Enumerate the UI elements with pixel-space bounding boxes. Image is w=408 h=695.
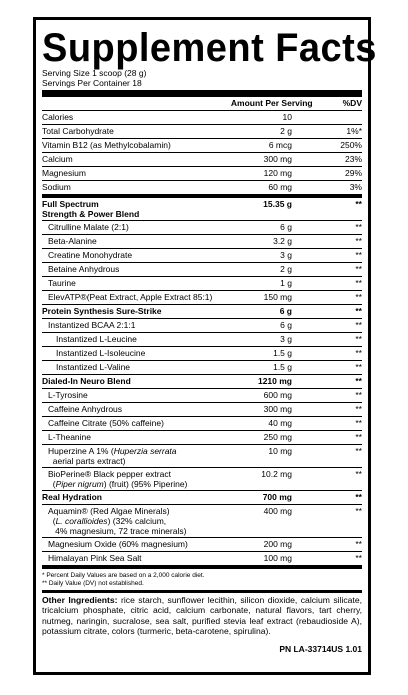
blend-neuro xyxy=(42,375,362,389)
ingredient-amount: 600 mg xyxy=(263,390,292,400)
panel-title: Supplement Facts xyxy=(42,26,377,70)
ingredient-amount: 1 g xyxy=(280,278,292,288)
ingredient-row xyxy=(42,361,362,375)
blend2-ingredients xyxy=(42,319,362,375)
servings-per-container: Servings Per Container 18 xyxy=(42,78,142,88)
ingredient-dv: 3% xyxy=(349,182,362,192)
blend-name-line2: Strength & Power Blend xyxy=(42,209,140,219)
ingredient-name: Betaine Anhydrous xyxy=(48,264,120,274)
blend-strength-power xyxy=(42,198,362,221)
ingredient-name: Magnesium Oxide (60% magnesium) xyxy=(48,539,188,549)
ingredient-amount: 120 mg xyxy=(263,168,292,178)
ingredient-row xyxy=(42,125,362,139)
ingredient-row xyxy=(42,263,362,277)
ingredient-name: Total Carbohydrate xyxy=(42,126,114,136)
ingredient-row xyxy=(42,139,362,153)
ingredient-amount: 60 mg xyxy=(268,182,292,192)
ingredient-row xyxy=(42,167,362,181)
ingredient-name: Citrulline Malate (2:1) xyxy=(48,222,129,232)
blend-hydration xyxy=(42,491,362,505)
blend-amount: 700 mg xyxy=(262,492,292,502)
blend-dv: ** xyxy=(355,492,362,502)
serving-size: Serving Size 1 scoop (28 g) xyxy=(42,68,147,78)
ingredient-dv: ** xyxy=(355,553,362,563)
ingredient-dv: ** xyxy=(355,348,362,358)
ingredient-amount: 300 mg xyxy=(263,404,292,414)
ingredient-huperzine: Huperzine A 1% (Huperzia serrata aerial parts extract) 10 mg ** xyxy=(42,445,362,468)
ingredient-name: Instantized L-Valine xyxy=(56,362,131,372)
ingredient-dv: 250% xyxy=(340,140,362,150)
ingredient-dv: ** xyxy=(355,390,362,400)
ingredient-name: Creatine Monohydrate xyxy=(48,250,133,260)
part-number: PN LA-33714US 1.01 xyxy=(279,644,362,655)
blend1-ingredients xyxy=(42,221,362,305)
ingredient-dv: ** xyxy=(355,292,362,302)
ingredient-name: Sodium xyxy=(42,182,71,192)
ingredient-row xyxy=(42,221,362,235)
ingredient-name: Vitamin B12 (as Methylcobalamin) xyxy=(42,140,171,150)
ingredient-row xyxy=(42,181,362,195)
ingredient-row xyxy=(42,347,362,361)
ingredient-dv: ** xyxy=(355,264,362,274)
ingredient-dv: ** xyxy=(355,404,362,414)
ingredient-bioperine: BioPerine® Black pepper extract (Piper nigrum) (fruit) (95% Piperine) 10.2 mg ** xyxy=(42,468,362,491)
blend4-ingredients xyxy=(42,538,362,566)
ingredient-amount: 300 mg xyxy=(263,154,292,164)
blend-dv: ** xyxy=(355,199,362,209)
ingredient-dv: ** xyxy=(355,418,362,428)
ingredient-name: Instantized L-Leucine xyxy=(56,334,137,344)
ingredient-aquamin: Aquamin® (Red Algae Minerals) (L. corallioides) (32% calcium, 4% magnesium, 72 trace minerals) 400 mg ** xyxy=(42,505,362,538)
footnote-not-established: ** Daily Value (DV) not established. xyxy=(42,580,144,587)
footnotes xyxy=(42,569,362,590)
blend-name: Real Hydration xyxy=(42,492,102,502)
ingredient-row xyxy=(42,389,362,403)
ingredient-amount: 250 mg xyxy=(263,432,292,442)
ingredient-name: ElevATP®(Peat Extract, Apple Extract 85:1) xyxy=(48,292,213,302)
ingredient-amount: 2 g xyxy=(280,126,292,136)
ingredient-row xyxy=(42,249,362,263)
dv-header: %DV xyxy=(342,98,362,108)
ingredient-dv: ** xyxy=(355,432,362,442)
ingredient-row xyxy=(42,417,362,431)
ingredient-name: Caffeine Anhydrous xyxy=(48,404,123,414)
blend-name: Dialed-In Neuro Blend xyxy=(42,376,131,386)
ingredient-row xyxy=(42,319,362,333)
ingredient-name: L-Tyrosine xyxy=(48,390,88,400)
ingredient-name: Instantized L-Isoleucine xyxy=(56,348,146,358)
ingredient-amount: 3 g xyxy=(280,334,292,344)
blend-dv: ** xyxy=(355,376,362,386)
ingredient-amount: 1.5 g xyxy=(273,362,292,372)
supplement-facts-panel xyxy=(33,17,377,675)
basic-nutrients xyxy=(42,111,362,195)
other-ingredients-text: rice starch, sunflower lecithin, silicon dioxide, calcium silicate, tricalcium phosphate, citric acid, calcium carbonate, natural flavors, tart cherry, nutmeg, naringin, sucralose, sea salt, purified stevia leaf extract (rebaudioside A), potassium citrate, colors (turmeric, beta-carotene, spirulina). xyxy=(42,595,362,636)
column-header xyxy=(42,97,362,111)
ingredient-row xyxy=(42,277,362,291)
ingredient-dv: ** xyxy=(355,539,362,549)
ingredient-amount: 100 mg xyxy=(263,553,292,563)
ingredient-dv: 23% xyxy=(344,154,362,164)
blend-name: Protein Synthesis Sure-Strike xyxy=(42,306,162,316)
footnote-dv: * Percent Daily Values are based on a 2,000 calorie diet. xyxy=(42,572,205,579)
ingredient-row xyxy=(42,111,362,125)
ingredient-row xyxy=(42,291,362,305)
blend-protein-synthesis xyxy=(42,305,362,319)
ingredient-amount: 10 xyxy=(282,112,292,122)
ingredient-amount: 200 mg xyxy=(263,539,292,549)
ingredient-row xyxy=(42,552,362,566)
other-ingredients xyxy=(42,593,362,636)
blend-amount: 6 g xyxy=(279,306,292,316)
ingredient-amount: 6 g xyxy=(280,222,292,232)
ingredient-name: Himalayan Pink Sea Salt xyxy=(48,553,142,563)
ingredient-dv: ** xyxy=(355,278,362,288)
ingredient-name: Instantized BCAA 2:1:1 xyxy=(48,320,136,330)
ingredient-amount: 1.5 g xyxy=(273,348,292,358)
thick-divider xyxy=(42,90,362,97)
blend-dv: ** xyxy=(355,306,362,316)
ingredient-row xyxy=(42,333,362,347)
amount-header: Amount Per Serving xyxy=(230,98,313,108)
blend3-ingredients xyxy=(42,389,362,445)
ingredient-amount: 150 mg xyxy=(263,292,292,302)
ingredient-dv: ** xyxy=(355,362,362,372)
ingredient-amount: 6 g xyxy=(280,320,292,330)
ingredient-dv: ** xyxy=(355,334,362,344)
ingredient-name: Beta-Alanine xyxy=(48,236,97,246)
ingredient-row xyxy=(42,403,362,417)
ingredient-name: Caffeine Citrate (50% caffeine) xyxy=(48,418,164,428)
blend-amount: 1210 mg xyxy=(257,376,292,386)
blend-name-line1: Full Spectrum xyxy=(42,199,99,209)
ingredient-amount: 3 g xyxy=(280,250,292,260)
ingredient-row xyxy=(42,153,362,167)
ingredient-dv: ** xyxy=(355,320,362,330)
ingredient-name: Calcium xyxy=(42,154,73,164)
ingredient-row xyxy=(42,235,362,249)
blend-amount: 15.35 g xyxy=(263,199,292,209)
ingredient-dv: ** xyxy=(355,222,362,232)
ingredient-name: Taurine xyxy=(48,278,76,288)
ingredient-amount: 40 mg xyxy=(268,418,292,428)
ingredient-dv: 1%* xyxy=(346,126,362,136)
ingredient-name: L-Theanine xyxy=(48,432,92,442)
ingredient-amount: 3.2 g xyxy=(273,236,292,246)
ingredient-dv: 29% xyxy=(344,168,362,178)
ingredient-amount: 6 mcg xyxy=(268,140,292,150)
ingredient-row xyxy=(42,538,362,552)
ingredient-dv: ** xyxy=(355,250,362,260)
ingredient-amount: 2 g xyxy=(280,264,292,274)
ingredient-dv: ** xyxy=(355,236,362,246)
ingredient-name: Magnesium xyxy=(42,168,86,178)
ingredient-row xyxy=(42,431,362,445)
ingredient-name: Calories xyxy=(42,112,74,122)
ingredient-dv xyxy=(298,111,362,124)
other-ingredients-label: Other Ingredients: xyxy=(42,595,118,605)
